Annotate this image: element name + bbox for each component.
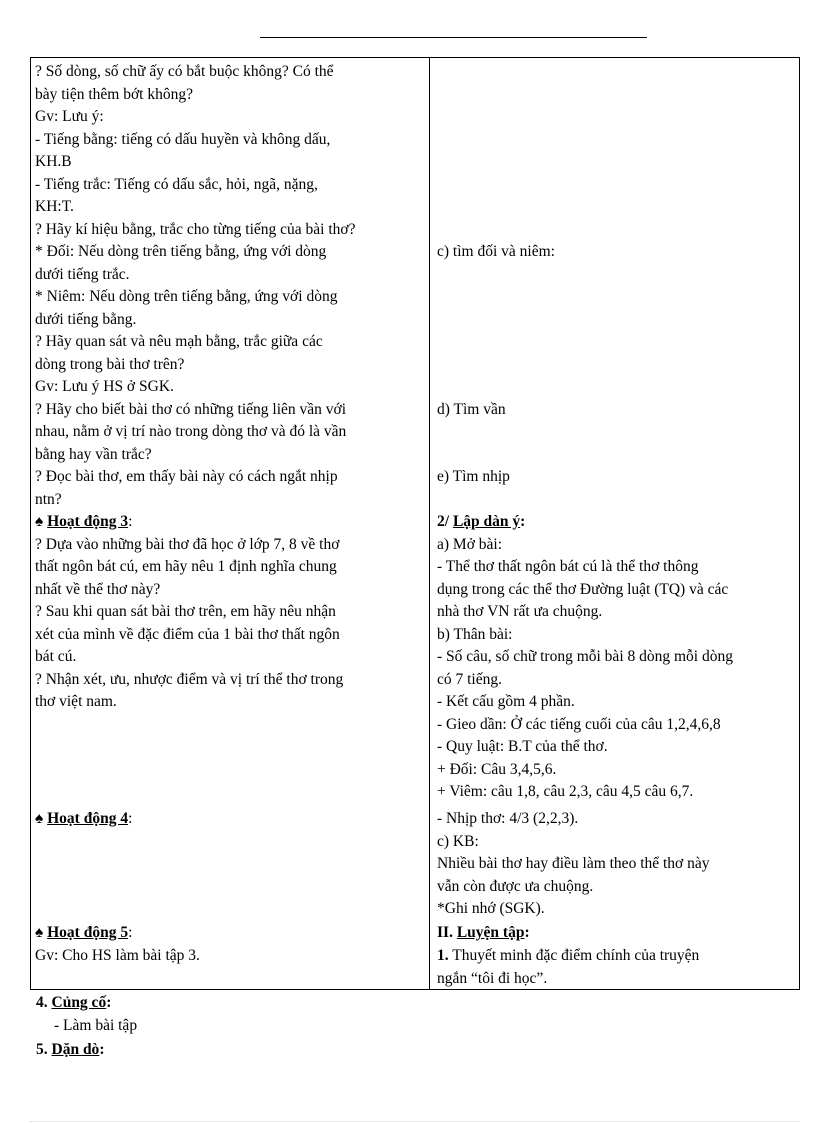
item-text: Thuyết minh đặc điểm chính của truyện <box>452 947 700 964</box>
right-line: nhà thơ VN rất ưa chuộng. <box>437 603 603 620</box>
left-line: ? Dựa vào những bài thơ đã học ở lớp 7, 8 về thơ <box>35 535 340 553</box>
left-line: - Tiếng trắc: Tiếng có dấu sắc, hỏi, ngã, nặng, <box>35 175 318 193</box>
heading-hoat-dong-3 <box>35 511 132 534</box>
heading-label: Hoạt động 5 <box>47 924 129 941</box>
section-luyen-tap <box>437 922 530 945</box>
right-line: b) Thân bài: <box>437 625 513 643</box>
section-title: Củng cố <box>51 994 107 1011</box>
right-line: Nhiều bài thơ hay điều làm theo thể thơ này <box>437 855 710 872</box>
right-line: có 7 tiếng. <box>437 670 502 688</box>
left-line: nhất về thể thơ này? <box>35 580 161 598</box>
spade-icon: ♠ <box>35 513 44 530</box>
section-title: Lập dàn ý <box>452 513 521 530</box>
right-line: - Nhịp thơ: 4/3 (2,2,3). <box>437 810 579 827</box>
heading-colon: : <box>128 810 133 827</box>
heading-hoat-dong-5 <box>35 922 132 945</box>
left-line: thất ngôn bát cú, em hãy nêu 1 định nghĩa chung <box>35 558 337 575</box>
left-line: ? Hãy kí hiệu bằng, trắc cho từng tiếng của bài thơ? <box>35 220 356 238</box>
left-line: KH.B <box>35 153 72 170</box>
page-bottom-rule <box>30 1121 800 1122</box>
right-line: a) Mở bài: <box>437 535 503 553</box>
left-line: ? Sau khi quan sát bài thơ trên, em hãy nêu nhận <box>35 603 336 620</box>
section-title: Luyện tập <box>456 924 525 941</box>
spade-icon: ♠ <box>35 924 44 941</box>
right-line: - Quy luật: B.T của thể thơ. <box>437 738 608 755</box>
right-line: + Viêm: câu 1,8, câu 2,3, câu 4,5 câu 6,7. <box>437 783 694 800</box>
left-line: bằng hay vần trắc? <box>35 445 152 463</box>
section-title: Dặn dò <box>51 1041 100 1058</box>
left-line: KH:T. <box>35 198 74 215</box>
right-line: dụng trong các thể thơ Đường luật (TQ) và các <box>437 580 729 598</box>
section-colon: : <box>99 1041 105 1058</box>
right-line: c) tìm đối và niêm: <box>437 243 555 260</box>
section-colon: : <box>520 513 526 530</box>
left-line: ? Hãy cho biết bài thơ có những tiếng liên vần với <box>35 400 347 418</box>
left-line: ntn? <box>35 490 62 508</box>
left-line: Gv: Cho HS làm bài tập 3. <box>35 947 200 964</box>
left-line: ? Hãy quan sát và nêu mạh bằng, trắc giữa các <box>35 333 323 350</box>
heading-label: Hoạt động 3 <box>47 513 129 530</box>
spade-icon: ♠ <box>35 810 44 827</box>
lesson-table <box>30 57 800 990</box>
right-line: ngắn “tôi đi học”. <box>437 969 548 987</box>
section-cung-co <box>36 992 111 1014</box>
right-line: - Thể thơ thất ngôn bát cú là thể thơ thông <box>437 558 699 575</box>
section-number: 4. <box>36 994 48 1011</box>
item-number: 1. <box>437 947 449 964</box>
left-line: - Tiếng bằng: tiếng có dấu huyền và không dấu, <box>35 130 331 148</box>
left-line: bát cú. <box>35 648 77 665</box>
right-line: + Đối: Câu 3,4,5,6. <box>437 760 557 778</box>
heading-label: Hoạt động 4 <box>47 810 129 827</box>
left-line: dưới tiếng trắc. <box>35 265 130 283</box>
left-line: ? Đọc bài thơ, em thấy bài này có cách ngắt nhịp <box>35 468 338 485</box>
section-number: 5. <box>36 1041 48 1058</box>
left-line: ? Số dòng, số chữ ấy có bắt buộc không? Có thể <box>35 63 334 80</box>
left-line: xét của mình về đặc điểm của 1 bài thơ thất ngôn <box>35 625 340 643</box>
left-line: bày tiện thêm bớt không? <box>35 85 193 103</box>
heading-colon: : <box>128 513 133 530</box>
section-dan-do <box>36 1039 104 1061</box>
left-line: nhau, nằm ở vị trí nào trong dòng thơ và đó là vần <box>35 423 347 440</box>
left-line: thơ việt nam. <box>35 693 117 710</box>
exercise-item <box>437 945 699 968</box>
left-line: * Đối: Nếu dòng trên tiếng bằng, ứng với dòng <box>35 243 327 260</box>
section-number: II. <box>437 924 453 941</box>
right-line: *Ghi nhớ (SGK). <box>437 900 545 917</box>
left-line: * Niêm: Nếu dòng trên tiếng bằng, ứng với dòng <box>35 288 338 305</box>
left-line: Gv: Lưu ý HS ở SGK. <box>35 378 174 395</box>
right-line: - Gieo dần: Ở các tiếng cuối của câu 1,2,4,6,8 <box>437 715 721 733</box>
section-number: 2/ <box>437 513 450 530</box>
column-divider <box>429 58 430 989</box>
right-line: vẫn còn được ưa chuộng. <box>437 877 594 895</box>
left-line: dòng trong bài thơ trên? <box>35 355 185 373</box>
right-line: e) Tìm nhịp <box>437 468 510 485</box>
section-colon: : <box>106 994 112 1011</box>
section-colon: : <box>524 924 530 941</box>
section-lap-dan-y <box>437 511 525 534</box>
heading-colon: : <box>128 924 133 941</box>
right-line: - Kết cấu gồm 4 phần. <box>437 693 575 710</box>
right-line: - Số câu, số chữ trong mỗi bài 8 dòng mỗi dòng <box>437 648 733 665</box>
header-rule <box>260 37 647 38</box>
right-line: d) Tìm vần <box>437 400 506 418</box>
footer-item: - Làm bài tập <box>54 1017 138 1034</box>
left-line: ? Nhận xét, ưu, nhược điểm và vị trí thể thơ trong <box>35 670 344 688</box>
right-line: c) KB: <box>437 832 479 850</box>
left-line: dưới tiếng bằng. <box>35 310 137 328</box>
heading-hoat-dong-4 <box>35 808 132 831</box>
left-line: Gv: Lưu ý: <box>35 108 104 125</box>
